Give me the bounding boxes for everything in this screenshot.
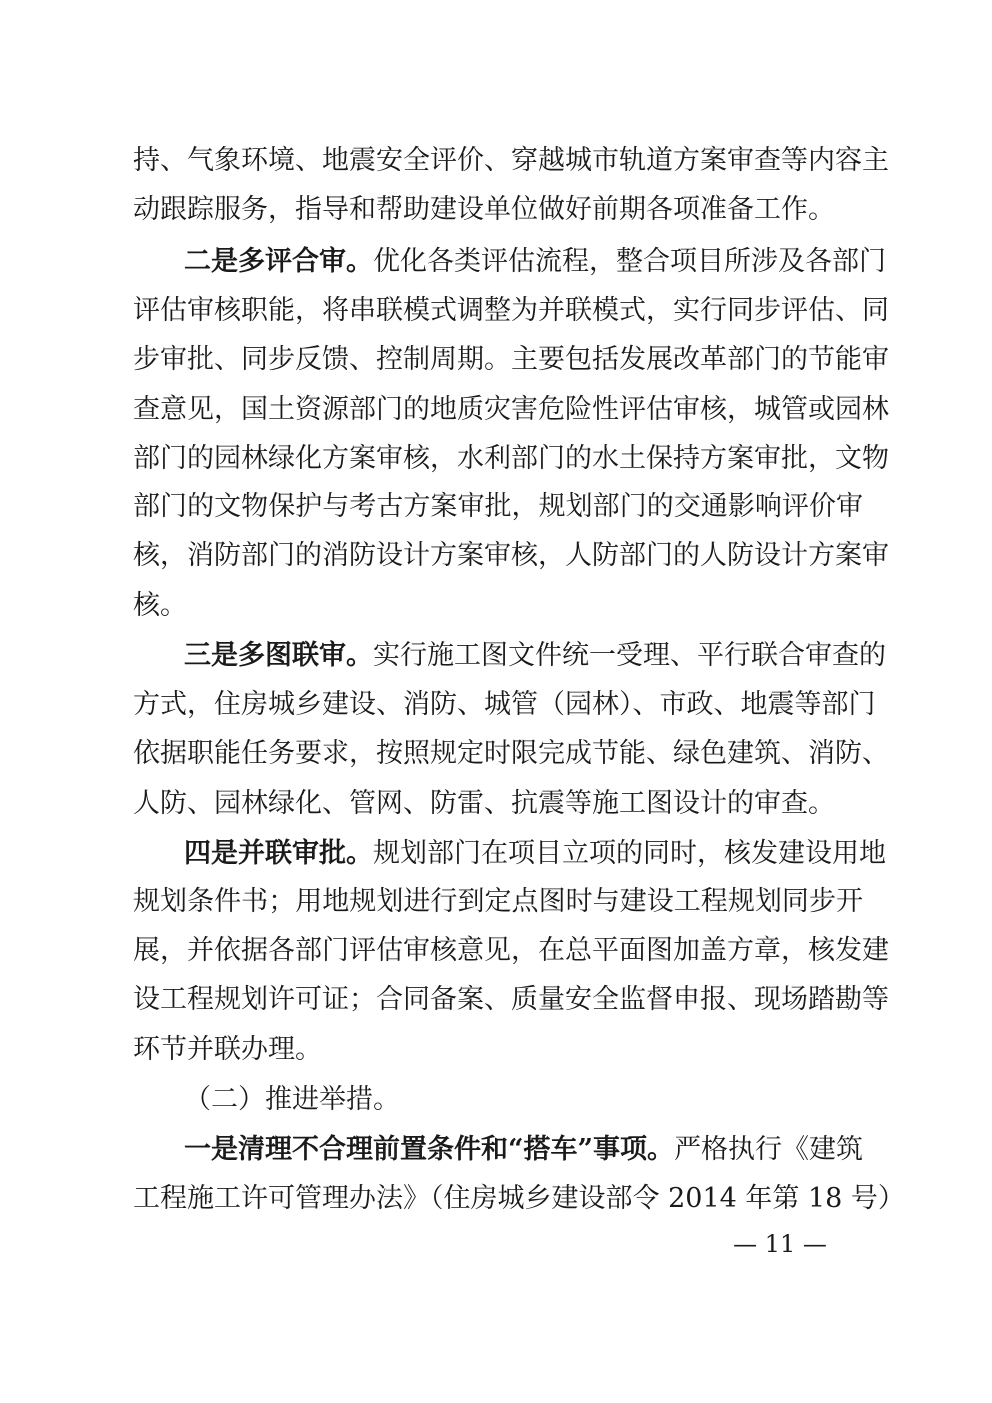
line-text: 人防、园林绿化、管网、防雷、抗震等施工图设计的审查。 [133,788,835,819]
line-text: 规划部门在项目立项的同时，核发建设用地 [373,838,886,869]
line-text: 持、气象环境、地震安全评价、穿越城市轨道方案审查等内容主 [133,145,889,176]
line-text: 实行施工图文件统一受理、平行联合审查的 [373,640,886,671]
paragraph-first-line [184,834,886,874]
line-text: （二）推进举措。 [184,1084,400,1115]
body-text-line [133,340,889,380]
paragraph-heading: 四是并联审批。 [184,838,373,869]
line-text: 环节并联办理。 [133,1034,322,1065]
body-text-line [133,586,863,626]
body-text-line [133,784,863,824]
body-text-line [133,931,889,971]
body-text-line [133,190,863,230]
line-text: 步审批、同步反馈、控制周期。主要包括发展改革部门的节能审 [133,344,889,375]
line-text: 展，并依据各部门评估审核意见，在总平面图加盖方章，核发建 [133,935,889,966]
body-text-line [133,1030,863,1070]
paragraph-first-line [184,242,886,282]
line-text: 严格执行《建筑 [674,1134,864,1165]
body-text-line [133,141,889,181]
line-text: 规划条件书；用地规划进行到定点图时与建设工程规划同步开 [133,886,863,917]
paragraph-heading: 二是多评合审。 [184,246,373,277]
paragraph-first-line [184,1130,863,1170]
body-text-line [133,291,889,331]
line-text: 优化各类评估流程，整合项目所涉及各部门 [373,246,886,277]
paragraph-first-line [184,636,886,676]
body-text-line [133,980,889,1020]
line-text: 部门的园林绿化方案审核，水利部门的水土保持方案审批，文物 [133,443,889,474]
page-number: — 11 — [733,1230,827,1258]
line-text: 查意见，国土资源部门的地质灾害危险性评估审核，城管或园林 [133,394,889,425]
line-text: 设工程规划许可证；合同备案、质量安全监督申报、现场踏勘等 [133,984,889,1015]
line-text: 方式，住房城乡建设、消防、城管（园林）、市政、地震等部门 [133,689,876,720]
line-text: 核，消防部门的消防设计方案审核，人防部门的人防设计方案审 [133,540,889,571]
line-text: 动跟踪服务，指导和帮助建设单位做好前期各项准备工作。 [133,194,835,225]
paragraph-heading: 三是多图联审。 [184,640,373,671]
line-text: 工程施工许可管理办法》（住房城乡建设部令 2014 年第 18 号） [133,1183,905,1214]
body-text-line [133,734,889,774]
line-text: 评估审核职能，将串联模式调整为并联模式，实行同步评估、同 [133,295,889,326]
body-text-line [133,487,863,527]
section-subheading [184,1080,863,1120]
body-text-line [133,390,889,430]
body-text-line [133,536,889,576]
body-text-line [133,685,876,725]
body-text-line [133,439,889,479]
line-text: 部门的文物保护与考古方案审批，规划部门的交通影响评价审 [133,491,863,522]
body-text-line [133,1179,905,1219]
line-text: 核。 [133,590,187,621]
body-text-line [133,882,863,922]
line-text: 依据职能任务要求，按照规定时限完成节能、绿色建筑、消防、 [133,738,889,769]
paragraph-heading: 一是清理不合理前置条件和“搭车”事项。 [184,1134,675,1165]
